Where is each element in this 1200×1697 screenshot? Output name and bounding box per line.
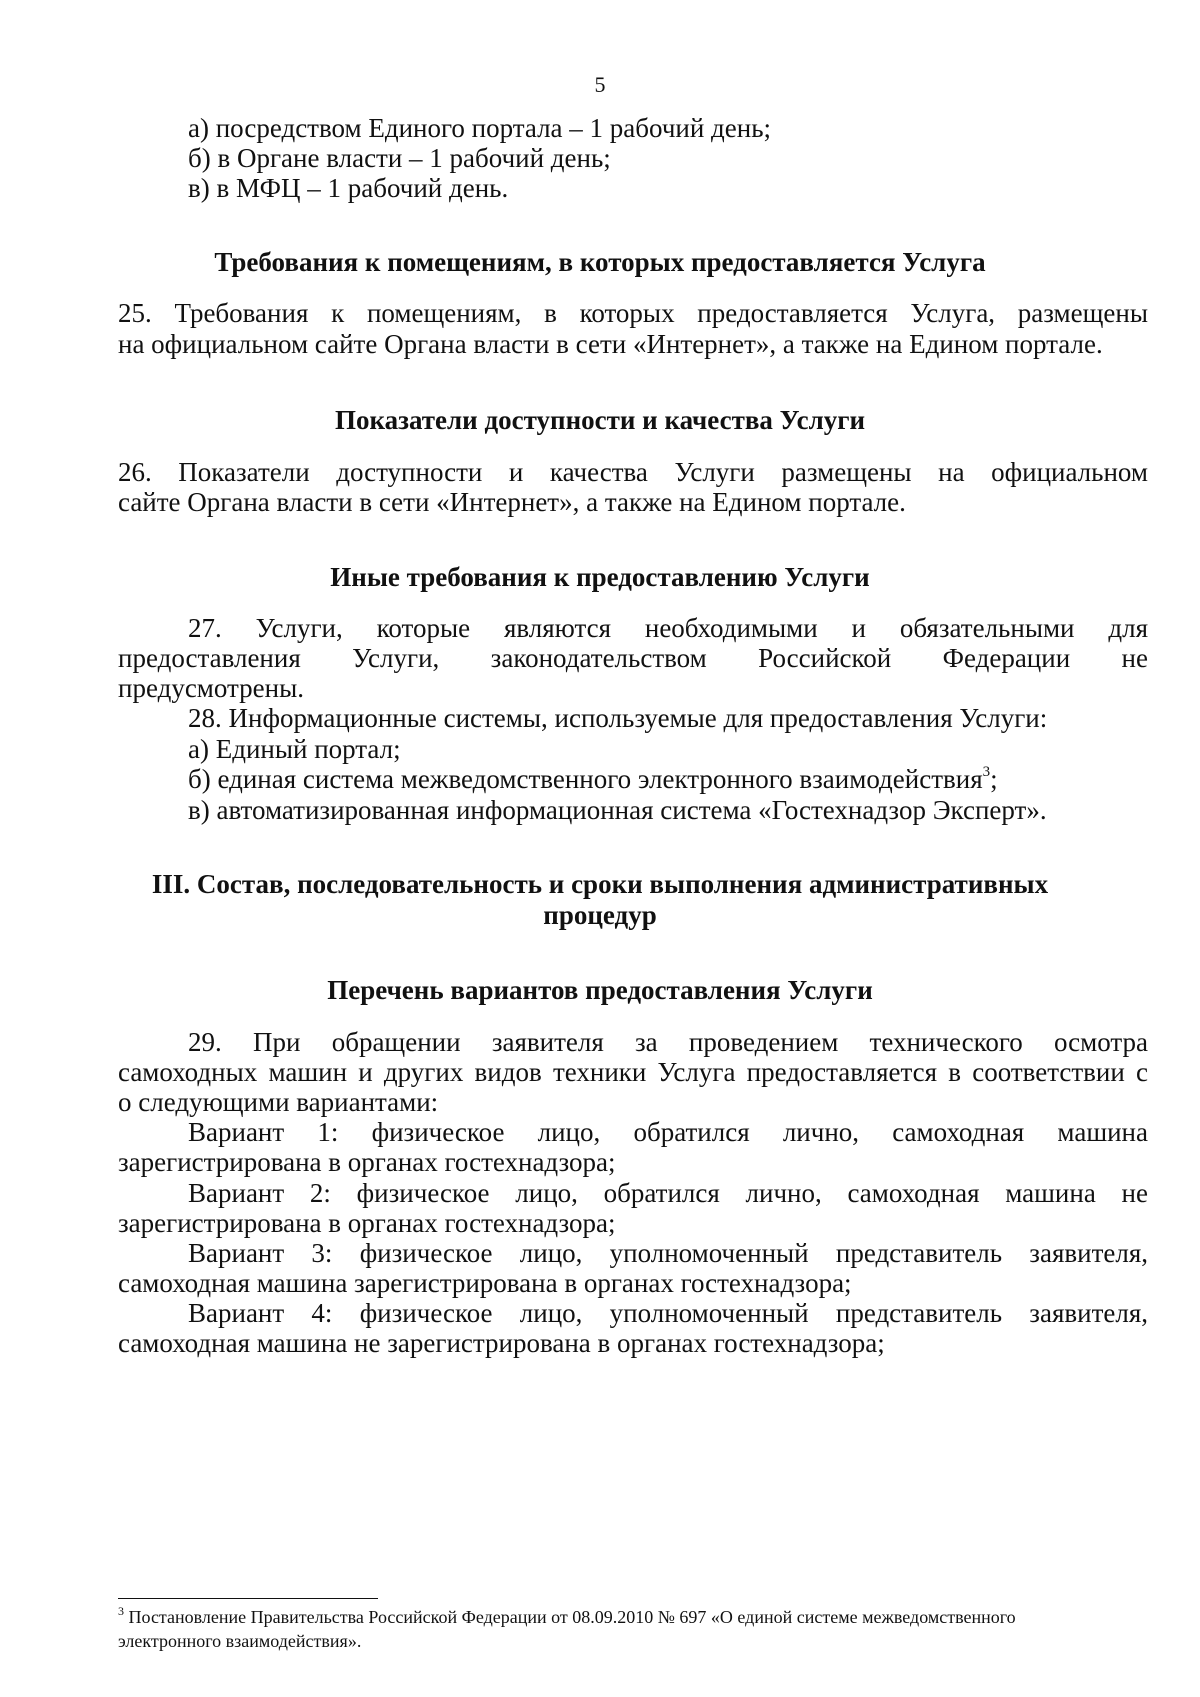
footnote-text: Постановление Правительства Российской Федерации от 08.09.2010 № 697 «О единой системе межведомственного — [124, 1607, 1016, 1627]
paragraph-29-line: самоходных машин и других видов техники Услуга предоставляется в соответствии с — [118, 1057, 1148, 1087]
list-item-text: б) единая система межведомственного электронного взаимодействия — [188, 764, 983, 794]
chapter-heading: III. Состав, последовательность и сроки выполнения административных — [151, 869, 1049, 899]
variant-4-line: Вариант 4: физическое лицо, уполномоченный представитель заявителя, — [188, 1298, 1148, 1328]
paragraph-25-line: 25. Требования к помещениям, в которых предоставляется Услуга, размещены — [118, 298, 1148, 328]
footnote-reference: 3 — [982, 764, 991, 780]
variant-3-line: самоходная машина зарегистрирована в органах гостехнадзора; — [118, 1268, 852, 1298]
variant-1-line: Вариант 1: физическое лицо, обратился лично, самоходная машина — [188, 1117, 1148, 1147]
section-heading-other: Иные требования к предоставлению Услуги — [330, 562, 870, 592]
list-item: в) в МФЦ – 1 рабочий день. — [188, 173, 509, 203]
paragraph-27-line: предусмотрены. — [118, 673, 304, 703]
paragraph-27-line: 27. Услуги, которые являются необходимыми и обязательными для — [188, 613, 1148, 643]
paragraph-27-line: предоставления Услуги, законодательством Российской Федерации не — [118, 643, 1148, 673]
footnote-separator — [118, 1598, 378, 1599]
footnote-line — [118, 1606, 1016, 1628]
paragraph-29-line: 29. При обращении заявителя за проведением технического осмотра — [188, 1027, 1148, 1057]
paragraph-26-line: сайте Органа власти в сети «Интернет», а также на Едином портале. — [118, 487, 906, 517]
paragraph-29-line: о следующими вариантами: — [118, 1087, 439, 1117]
footnote-marker: 3 — [118, 1604, 124, 1618]
list-item-punctuation: ; — [990, 764, 998, 794]
chapter-heading: процедур — [543, 900, 657, 930]
variant-2-line: Вариант 2: физическое лицо, обратился лично, самоходная машина не — [188, 1178, 1148, 1208]
list-item: в) автоматизированная информационная система «Гостехнадзор Эксперт». — [188, 795, 1047, 825]
paragraph-25-line: на официальном сайте Органа власти в сети «Интернет», а также на Едином портале. — [118, 329, 1103, 359]
variant-2-line: зарегистрирована в органах гостехнадзора; — [118, 1208, 616, 1238]
variant-1-line: зарегистрирована в органах гостехнадзора; — [118, 1147, 616, 1177]
variant-3-line: Вариант 3: физическое лицо, уполномоченный представитель заявителя, — [188, 1238, 1148, 1268]
section-heading-premises: Требования к помещениям, в которых предоставляется Услуга — [214, 247, 986, 277]
list-item: б) в Органе власти – 1 рабочий день; — [188, 143, 611, 173]
section-heading-variants: Перечень вариантов предоставления Услуги — [327, 975, 873, 1005]
page-number: 5 — [594, 72, 606, 97]
section-heading-quality: Показатели доступности и качества Услуги — [334, 405, 866, 435]
footnote-line: электронного взаимодействия». — [118, 1631, 362, 1651]
variant-4-line: самоходная машина не зарегистрирована в органах гостехнадзора; — [118, 1328, 885, 1358]
paragraph-26-line: 26. Показатели доступности и качества Услуги размещены на официальном — [118, 457, 1148, 487]
list-item — [188, 763, 998, 795]
list-item: а) посредством Единого портала – 1 рабочий день; — [188, 113, 772, 143]
list-item: а) Единый портал; — [188, 734, 401, 764]
paragraph-28-line: 28. Информационные системы, используемые для предоставления Услуги: — [188, 703, 1048, 733]
